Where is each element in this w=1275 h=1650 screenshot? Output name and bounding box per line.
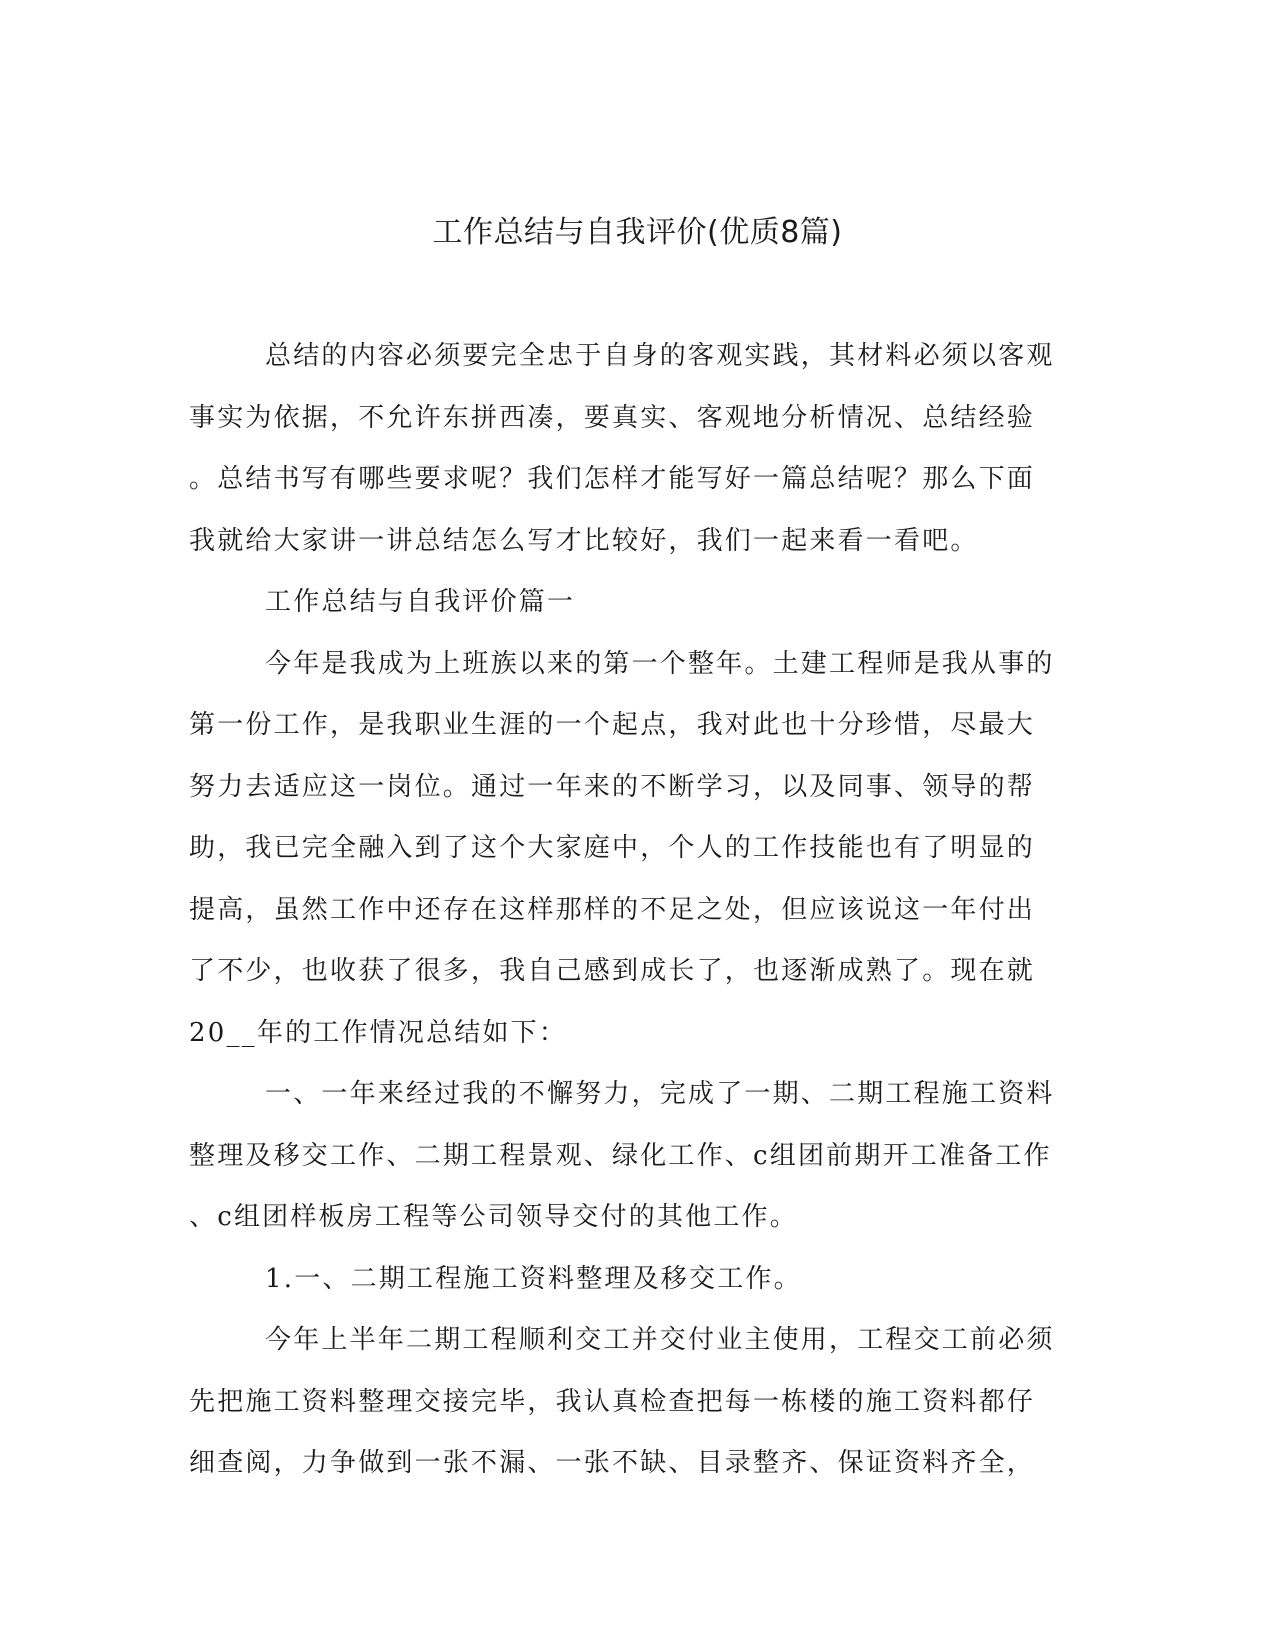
subsection-heading xyxy=(189,1249,1081,1311)
text-line: 提高，虽然工作中还存在这样那样的不足之处，但应该说这一年付出 xyxy=(189,894,1036,925)
text-line: 助，我已完全融入到了这个大家庭中，个人的工作技能也有了明显的 xyxy=(189,833,1036,863)
section-heading xyxy=(189,572,1081,634)
paragraph-point-one xyxy=(189,1064,1081,1249)
text-line: 1.一、二期工程施工资料整理及移交工作。 xyxy=(265,1263,802,1294)
paragraph-summary-intro xyxy=(189,634,1081,1065)
text-line: 了不少，也收获了很多，我自己感到成长了，也逐渐成熟了。现在就 xyxy=(189,956,1036,986)
text-line: 事实为依据，不允许东拼西凑，要真实、客观地分析情况、总结经验 xyxy=(189,402,1036,433)
text-line: 第一份工作，是我职业生涯的一个起点，我对此也十分珍惜，尽最大 xyxy=(189,710,1036,740)
text-line: 整理及移交工作、二期工程景观、绿化工作、c组团前期开工准备工作 xyxy=(189,1140,1052,1171)
text-line: 细查阅，力争做到一张不漏、一张不缺、目录整齐、保证资料齐全， xyxy=(189,1448,1036,1478)
text-line: 20__年的工作情况总结如下： xyxy=(189,1017,568,1048)
text-line: 、c组团样板房工程等公司领导交付的其他工作。 xyxy=(189,1202,798,1232)
text-line: 总结的内容必须要完全忠于自身的客观实践，其材料必须以客观 xyxy=(265,341,1055,371)
text-line: 努力去适应这一岗位。通过一年来的不断学习，以及同事、领导的帮 xyxy=(189,771,1036,802)
paragraph-detail xyxy=(189,1310,1081,1495)
text-line: 今年是我成为上班族以来的第一个整年。土建工程师是我从事的 xyxy=(265,648,1055,679)
document-body xyxy=(189,326,1081,1495)
text-line: 一、一年来经过我的不懈努力，完成了一期、二期工程施工资料 xyxy=(265,1079,1055,1109)
text-line: 我就给大家讲一讲总结怎么写才比较好，我们一起来看一看吧。 xyxy=(189,525,979,556)
text-line: 。总结书写有哪些要求呢？我们怎样才能写好一篇总结呢？那么下面 xyxy=(189,464,1036,494)
paragraph-intro xyxy=(189,326,1081,572)
text-line: 先把施工资料整理交接完毕，我认真检查把每一栋楼的施工资料都仔 xyxy=(189,1386,1036,1417)
text-line: 今年上半年二期工程顺利交工并交付业主使用，工程交工前必须 xyxy=(265,1325,1055,1355)
document-title: 工作总结与自我评价(优质8篇) xyxy=(432,215,843,250)
text-line: 工作总结与自我评价篇一 xyxy=(265,587,576,617)
